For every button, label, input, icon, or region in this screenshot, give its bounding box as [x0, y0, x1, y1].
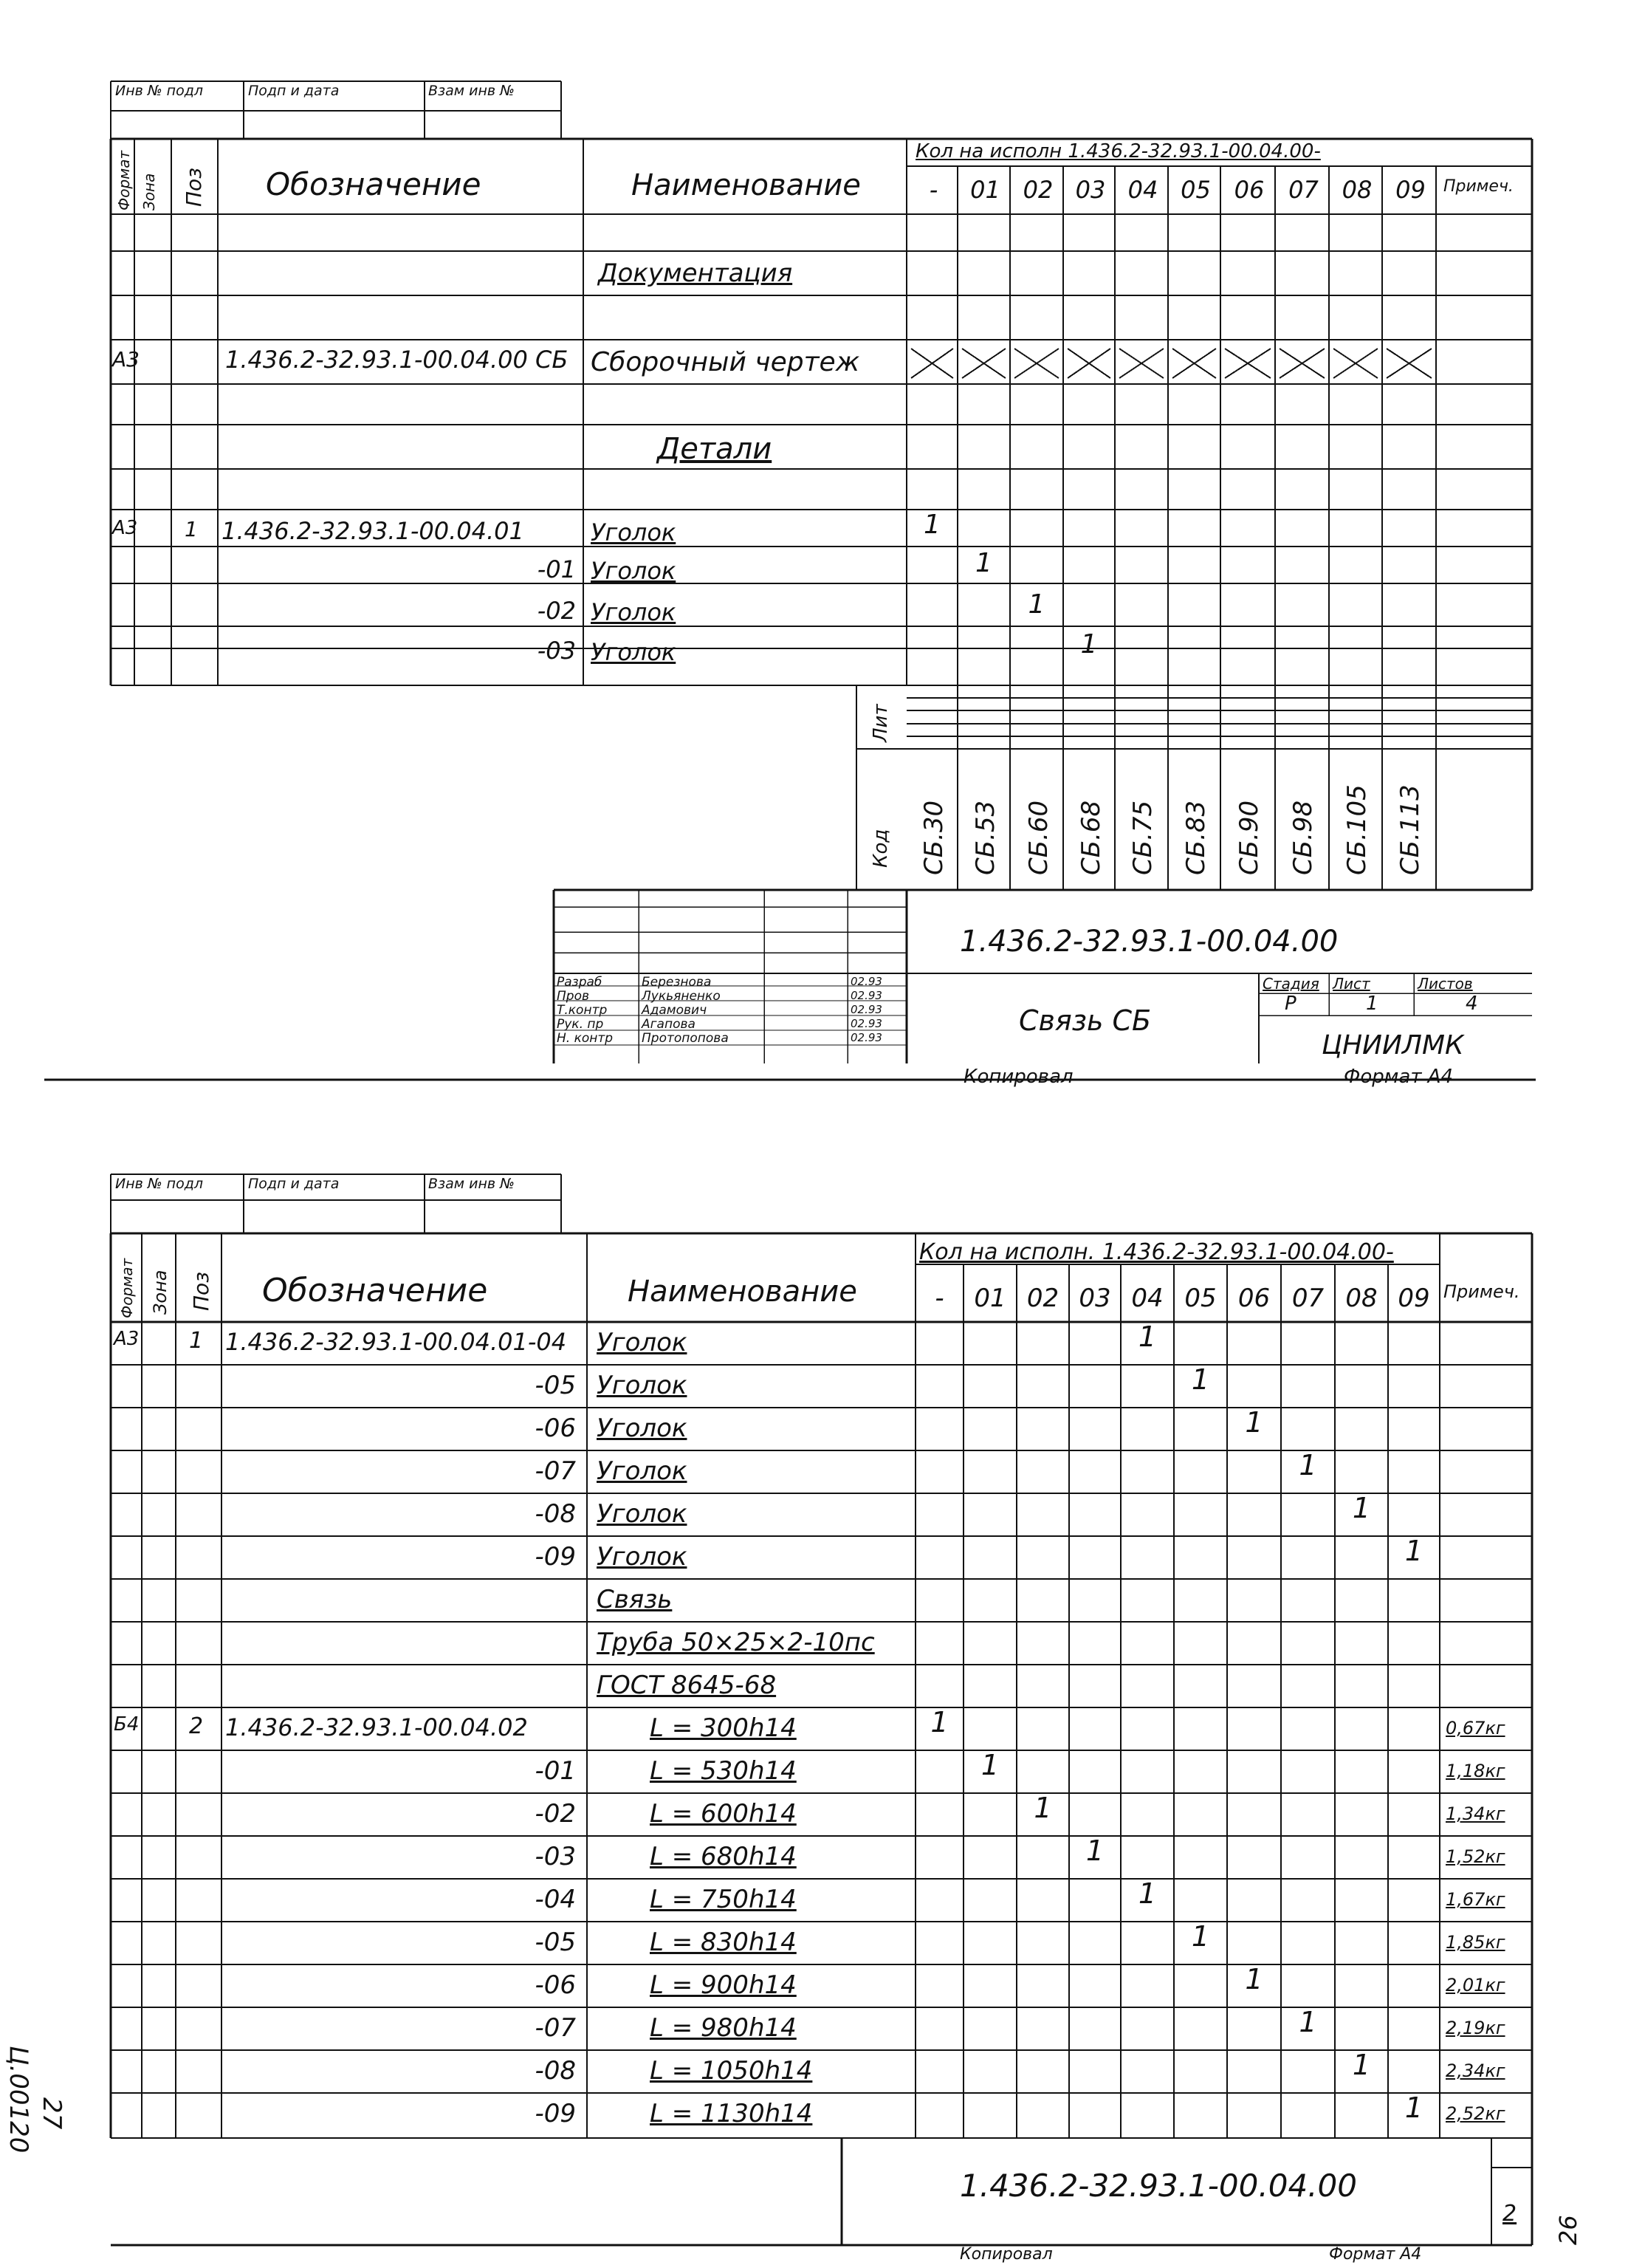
section-parts: Детали — [657, 432, 772, 466]
row-note: 1,52кг — [1446, 1846, 1505, 1867]
qty-mark: 1 — [1299, 1449, 1317, 1481]
qty-mark: 1 — [980, 1749, 1000, 1781]
row-name: Труба 50×25×2-10пс — [597, 1628, 875, 1657]
variant-col-8: 08 — [1342, 176, 1373, 204]
row-note: 0,67кг — [1446, 1718, 1505, 1738]
code-3: СБ.68 — [1076, 800, 1106, 875]
format-label: Формат А4 — [1329, 2245, 1422, 2264]
code-8: СБ.105 — [1342, 784, 1372, 875]
row-pos: 1 — [185, 517, 198, 541]
qty-mark: 1 — [930, 1706, 949, 1738]
row-name: L = 900h14 — [650, 1970, 797, 2000]
row-name: L = 300h14 — [650, 1713, 797, 1743]
row-designation: -06 — [535, 1414, 576, 1443]
variant-col-9: 09 — [1398, 1284, 1430, 1313]
doc-number: 1.436.2-32.93.1-00.04.00 — [960, 2168, 1357, 2204]
row-name: Уголок — [597, 1456, 687, 1486]
row-designation: -07 — [535, 2013, 576, 2043]
qty-mark: 1 — [1404, 2091, 1423, 2124]
row-designation: -05 — [535, 1928, 576, 1957]
code-4: СБ.75 — [1128, 800, 1158, 875]
stamp-sign-label: Подп и дата — [248, 83, 340, 99]
variant-col-7: 07 — [1288, 176, 1319, 204]
variant-col-2: 02 — [1023, 176, 1054, 204]
page-number-right: 26 — [1554, 2215, 1582, 2245]
variant-col-4: 04 — [1131, 1284, 1164, 1313]
row-designation: 1.436.2-32.93.1-00.04.01-04 — [225, 1328, 567, 1356]
sheet-number: 2 — [1502, 2201, 1517, 2227]
doc-format: А3 — [112, 347, 140, 371]
tb-role: Н. контр — [557, 1031, 614, 1046]
tb-org: ЦНИИЛМК — [1322, 1030, 1464, 1061]
header-format: Формат — [118, 1258, 136, 1318]
tb-sheets: 4 — [1466, 993, 1478, 1015]
row-designation: -09 — [535, 1542, 576, 1572]
row-format: А3 — [112, 517, 138, 539]
row-note: 1,67кг — [1446, 1889, 1505, 1910]
qty-mark: 1 — [1245, 1963, 1263, 1995]
qty-mark: 1 — [975, 548, 992, 578]
row-note: 1,34кг — [1446, 1803, 1505, 1824]
row-name: Связь — [597, 1585, 673, 1614]
doc-number: 1.436.2-32.93.1-00.04.00 — [960, 925, 1339, 959]
qty-mark: 1 — [1085, 1834, 1105, 1867]
code-5: СБ.83 — [1181, 800, 1211, 875]
row-note: 1,85кг — [1446, 1932, 1505, 1953]
row-name: L = 1130h14 — [650, 2099, 813, 2128]
row-designation: -02 — [537, 597, 576, 625]
tb-role: Пров — [557, 989, 589, 1004]
qty-mark: 1 — [1404, 1535, 1423, 1567]
variant-col-3: 03 — [1079, 1284, 1111, 1313]
tb-sheet-label: Лист — [1333, 975, 1370, 993]
qty-mark: 1 — [924, 510, 941, 540]
variant-col-0: - — [935, 1284, 944, 1313]
tb-date: 02.93 — [851, 989, 882, 1002]
qty-mark: 1 — [1080, 629, 1098, 659]
variant-col-5: 05 — [1181, 176, 1211, 204]
stamp-sign-label: Подп и дата — [248, 1176, 340, 1192]
row-designation: -03 — [535, 1842, 576, 1871]
row-name: Уголок — [597, 1499, 687, 1529]
header-pos: Поз — [189, 1271, 213, 1311]
tb-role: Разраб — [557, 975, 602, 990]
header-zone: Зона — [140, 173, 158, 210]
row-name: Уголок — [597, 1414, 687, 1443]
header-name: Наименование — [631, 168, 861, 202]
variant-col-2: 02 — [1026, 1284, 1059, 1313]
row-name: L = 1050h14 — [650, 2056, 813, 2086]
tb-name: Березнова — [642, 975, 712, 990]
doc-designation: 1.436.2-32.93.1-00.04.00 СБ — [225, 346, 569, 374]
row-note: 2,34кг — [1446, 2060, 1505, 2081]
header-zone: Зона — [150, 1270, 171, 1315]
tb-name: Протопопова — [642, 1031, 729, 1046]
tb-name: Агапова — [642, 1017, 695, 1032]
row-name: Уголок — [591, 518, 676, 547]
variant-col-9: 09 — [1395, 176, 1426, 204]
variant-col-4: 04 — [1127, 176, 1158, 204]
tb-role: Рук. пр — [557, 1017, 604, 1032]
row-name: Уголок — [591, 598, 676, 626]
stamp-replace-label: Взам инв № — [428, 83, 515, 99]
header-designation: Обозначение — [262, 1272, 488, 1309]
tb-role: Т.контр — [557, 1003, 608, 1018]
row-designation: -01 — [535, 1756, 576, 1786]
tb-stage-label: Стадия — [1263, 975, 1319, 993]
header-designation: Обозначение — [266, 166, 481, 202]
qty-mark: 1 — [1034, 1792, 1052, 1824]
qty-mark: 1 — [1352, 1492, 1371, 1524]
row-format: Б4 — [114, 1713, 140, 1736]
row-designation: -04 — [535, 1885, 576, 1914]
row-note: 2,19кг — [1446, 2018, 1505, 2038]
row-designation: -09 — [535, 2099, 576, 2128]
row-note: 2,52кг — [1446, 2103, 1505, 2124]
row-designation: -01 — [537, 555, 576, 583]
tb-sheets-label: Листов — [1418, 975, 1473, 993]
tb-date: 02.93 — [851, 1003, 882, 1016]
row-format: А3 — [114, 1328, 140, 1350]
row-designation: -07 — [535, 1456, 576, 1486]
row-pos: 1 — [189, 1328, 204, 1354]
row-designation: -06 — [535, 1970, 576, 2000]
variant-col-7: 07 — [1291, 1284, 1325, 1313]
qty-mark: 1 — [1138, 1877, 1157, 1910]
stamp-replace-label: Взам инв № — [428, 1176, 515, 1192]
row-pos: 2 — [189, 1713, 204, 1739]
row-designation: 1.436.2-32.93.1-00.04.02 — [225, 1713, 528, 1741]
row-name: L = 680h14 — [650, 1842, 797, 1871]
row-name: Уголок — [591, 638, 676, 666]
row-name: Уголок — [591, 557, 676, 585]
row-designation: 1.436.2-32.93.1-00.04.01 — [221, 517, 524, 545]
row-name: L = 600h14 — [650, 1799, 797, 1829]
tb-title: Связь СБ — [1019, 1004, 1152, 1037]
lit-label: Лит — [870, 704, 892, 742]
doc-name: Сборочный чертеж — [591, 347, 860, 377]
stamp-inv-label: Инв № подл — [115, 1176, 204, 1192]
row-name: Уголок — [597, 1371, 687, 1400]
kod-label: Код — [870, 829, 892, 868]
variant-col-0: - — [929, 176, 938, 204]
row-designation: -08 — [535, 2056, 576, 2086]
variant-col-1: 01 — [970, 176, 1000, 204]
code-7: СБ.98 — [1288, 800, 1318, 875]
header-note: Примеч. — [1443, 177, 1514, 196]
variant-col-5: 05 — [1184, 1284, 1217, 1313]
code-6: СБ.90 — [1234, 800, 1264, 875]
tb-name: Лукьяненко — [642, 989, 721, 1004]
row-name: L = 980h14 — [650, 2013, 797, 2043]
copied-label: Копировал — [964, 1066, 1074, 1088]
header-qty-title: Кол на исполн 1.436.2-32.93.1-00.04.00- — [916, 140, 1321, 162]
header-format: Формат — [115, 150, 133, 210]
variant-col-3: 03 — [1075, 176, 1106, 204]
code-0: СБ.30 — [919, 800, 949, 875]
row-name: L = 530h14 — [650, 1756, 797, 1786]
row-note: 1,18кг — [1446, 1761, 1505, 1781]
variant-col-1: 01 — [974, 1284, 1006, 1313]
page-number-left: 27 — [37, 2097, 66, 2130]
code-1: СБ.53 — [971, 800, 1000, 875]
archive-number: Ц.00120 — [4, 2046, 33, 2154]
row-name: Уголок — [597, 1328, 687, 1357]
row-name: L = 830h14 — [650, 1928, 797, 1957]
code-9: СБ.113 — [1395, 784, 1425, 875]
tb-stage: Р — [1285, 993, 1296, 1015]
tb-date: 02.93 — [851, 975, 882, 988]
qty-mark: 1 — [1245, 1406, 1263, 1439]
row-designation: -02 — [535, 1799, 576, 1829]
row-name: Уголок — [597, 1542, 687, 1572]
stamp-inv-label: Инв № подл — [115, 83, 204, 99]
code-2: СБ.60 — [1024, 800, 1054, 875]
row-name: L = 750h14 — [650, 1885, 797, 1914]
tb-date: 02.93 — [851, 1017, 882, 1030]
row-name: ГОСТ 8645-68 — [597, 1671, 777, 1700]
row-note: 2,01кг — [1446, 1975, 1505, 1995]
row-designation: -08 — [535, 1499, 576, 1529]
qty-mark: 1 — [1191, 1363, 1210, 1396]
row-designation: -05 — [535, 1371, 576, 1400]
variant-col-6: 06 — [1237, 1284, 1271, 1313]
variant-col-6: 06 — [1234, 176, 1265, 204]
qty-mark: 1 — [1352, 2049, 1371, 2081]
tb-name: Адамович — [642, 1003, 707, 1018]
header-pos: Поз — [182, 167, 206, 207]
tb-sheet: 1 — [1366, 993, 1378, 1015]
format-label: Формат А4 — [1344, 1066, 1454, 1088]
tb-date: 02.93 — [851, 1031, 882, 1044]
qty-mark: 1 — [1299, 2006, 1317, 2038]
header-name: Наименование — [628, 1275, 857, 1309]
header-qty-title: Кол на исполн. 1.436.2-32.93.1-00.04.00- — [919, 1239, 1394, 1265]
copied-label: Копировал — [960, 2245, 1053, 2264]
row-designation: -03 — [537, 637, 576, 665]
variant-col-8: 08 — [1345, 1284, 1378, 1313]
qty-mark: 1 — [1138, 1320, 1157, 1353]
header-note: Примеч. — [1443, 1281, 1520, 1302]
qty-mark: 1 — [1028, 589, 1045, 620]
section-documentation: Документация — [598, 258, 793, 288]
qty-mark: 1 — [1191, 1920, 1210, 1953]
